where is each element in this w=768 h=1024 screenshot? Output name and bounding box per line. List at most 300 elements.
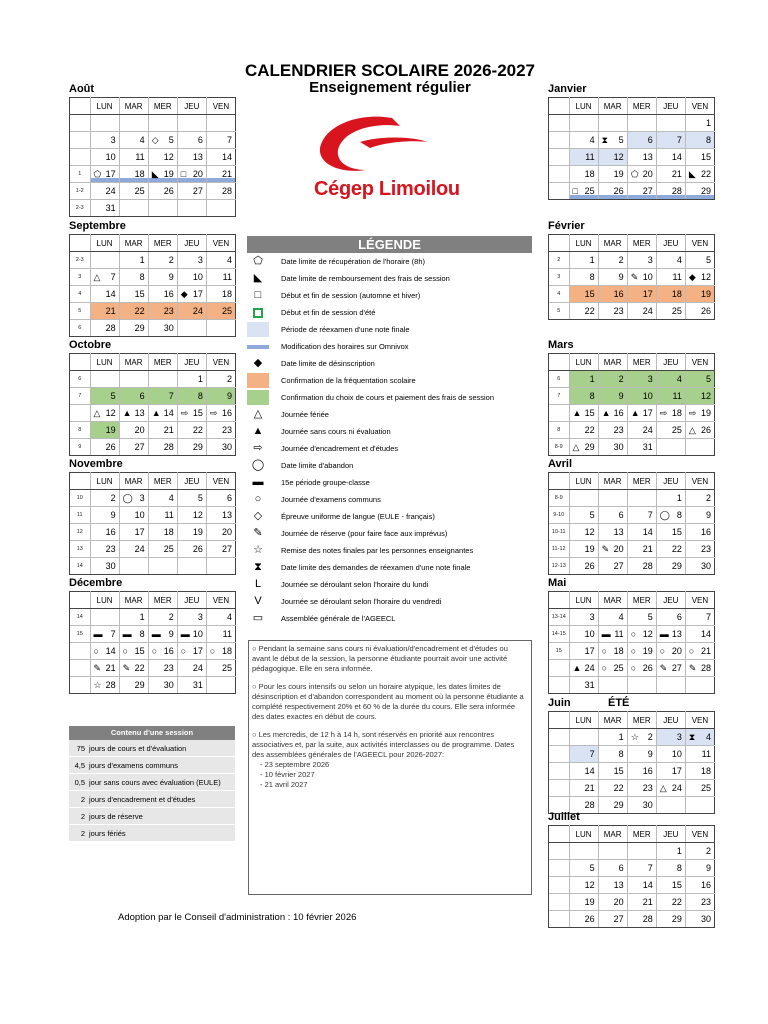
day-number: 3 [110, 135, 116, 145]
week-row [70, 439, 236, 456]
day-number: 8 [197, 391, 203, 401]
calendar-mars [548, 353, 714, 456]
month-title-septembre: Septembre [69, 220, 126, 232]
day-cell [627, 860, 656, 877]
calendar-decembre [69, 591, 235, 694]
week-row [70, 320, 236, 337]
week-number: 14-15 [549, 626, 569, 643]
day-cell [206, 524, 235, 541]
day-cell [685, 303, 714, 320]
week-row [549, 877, 715, 894]
day-cell [569, 729, 598, 746]
assembly-date-1: - 23 septembre 2026 [260, 760, 330, 769]
day-number: 18 [221, 289, 232, 299]
day-number: 2 [618, 374, 624, 384]
legend-label: Journée se déroulant selon l'horaire du vendredi [281, 597, 442, 606]
week-row [70, 183, 236, 200]
day-cell [598, 660, 627, 677]
day-number: 6 [618, 863, 624, 873]
day-cell [627, 115, 656, 132]
session-item [69, 791, 235, 808]
day-cell [90, 252, 119, 269]
weekday-header: VEN [206, 592, 235, 609]
diamond-outline-icon: ◇ [253, 510, 263, 522]
week-row [549, 558, 715, 575]
day-cell [685, 422, 714, 439]
day-number: 25 [584, 186, 595, 196]
day-number: 31 [642, 442, 653, 452]
day-cell [569, 507, 598, 524]
month-title-janvier: Janvier [548, 83, 587, 95]
day-cell [598, 439, 627, 456]
day-cell [119, 660, 148, 677]
day-cell [206, 149, 235, 166]
event-marker-icon: ○ [688, 646, 695, 656]
day-cell [148, 439, 177, 456]
weekday-header: JEU [177, 235, 206, 252]
day-cell [627, 843, 656, 860]
legend-item [247, 576, 532, 593]
day-number: 19 [700, 408, 711, 418]
day-cell [627, 660, 656, 677]
week-row [70, 677, 236, 694]
week-row [549, 729, 715, 746]
weekday-header: MAR [119, 473, 148, 490]
event-marker-icon: ▲ [572, 408, 582, 418]
day-cell [627, 303, 656, 320]
day-number: 28 [221, 186, 232, 196]
day-number: 5 [705, 255, 711, 265]
legend-label: 15e période groupe-classe [281, 478, 370, 487]
day-number: 5 [197, 493, 203, 503]
day-number: 22 [584, 306, 595, 316]
week-number: 6 [70, 320, 90, 337]
weekday-header: JEU [177, 473, 206, 490]
day-number: 6 [647, 135, 653, 145]
day-cell [685, 677, 714, 694]
weekday-header: LUN [90, 235, 119, 252]
day-number: 10 [192, 272, 203, 282]
week-number: 15 [549, 643, 569, 660]
weekday-header: MAR [598, 354, 627, 371]
legend-item [247, 559, 532, 576]
weekday-header: LUN [569, 712, 598, 729]
day-cell [119, 439, 148, 456]
week-header [549, 235, 569, 252]
day-cell [656, 439, 685, 456]
calendar-fevrier [548, 234, 714, 320]
day-cell [177, 320, 206, 337]
day-cell [206, 507, 235, 524]
day-cell [569, 609, 598, 626]
day-number: 20 [642, 169, 653, 179]
day-number: 16 [642, 766, 653, 776]
day-number: 17 [105, 169, 116, 179]
legend-item [247, 440, 532, 457]
day-cell [656, 286, 685, 303]
weekday-header: MAR [598, 592, 627, 609]
star-icon: ☆ [253, 544, 263, 556]
day-cell [656, 911, 685, 928]
week-row [70, 541, 236, 558]
day-cell [569, 183, 598, 200]
day-number: 27 [642, 186, 653, 196]
weekday-header: LUN [90, 473, 119, 490]
day-cell [656, 763, 685, 780]
week-number: 2 [549, 252, 569, 269]
day-cell [206, 643, 235, 660]
day-cell [627, 677, 656, 694]
vendredi-icon: V [254, 595, 262, 607]
day-cell [627, 388, 656, 405]
session-label: jour sans cours avec évaluation (EULE) [89, 777, 221, 787]
event-marker-icon: ▲ [630, 408, 640, 418]
notes-box [248, 640, 532, 895]
week-row [549, 269, 715, 286]
day-number: 23 [163, 306, 174, 316]
day-cell [569, 877, 598, 894]
session-content [69, 726, 235, 842]
day-number: 22 [134, 306, 145, 316]
month-title-decembre: Décembre [69, 577, 123, 589]
event-marker-icon: ✎ [630, 272, 639, 282]
event-marker-icon: ⧗ [688, 732, 696, 742]
week-number: 9-10 [549, 507, 569, 524]
weekday-header: LUN [90, 354, 119, 371]
day-cell [119, 490, 148, 507]
weekday-header: MER [627, 235, 656, 252]
week-number [549, 763, 569, 780]
day-cell [206, 541, 235, 558]
day-number: 2 [168, 255, 174, 265]
day-number: 25 [671, 425, 682, 435]
day-cell [656, 371, 685, 388]
day-cell [569, 132, 598, 149]
day-number: 28 [642, 914, 653, 924]
day-cell [206, 303, 235, 320]
week-row [70, 422, 236, 439]
day-cell [627, 558, 656, 575]
day-number: 7 [110, 272, 116, 282]
week-number: 13-14 [549, 609, 569, 626]
day-cell [685, 371, 714, 388]
day-cell [148, 677, 177, 694]
day-number: 12 [700, 391, 711, 401]
day-number: 4 [676, 374, 682, 384]
day-number: 11 [614, 629, 624, 639]
day-number: 14 [163, 408, 174, 418]
day-cell [569, 677, 598, 694]
calendar-janvier [548, 97, 714, 200]
day-number: 21 [163, 425, 174, 435]
day-number: 7 [705, 612, 711, 622]
event-marker-icon: ▬ [151, 629, 161, 639]
day-cell [685, 388, 714, 405]
calendar-avril [548, 472, 714, 575]
day-cell [177, 183, 206, 200]
event-marker-icon: ⬠ [93, 169, 102, 179]
day-number: 12 [105, 408, 116, 418]
session-label: jours de réserve [89, 811, 143, 821]
week-row [70, 132, 236, 149]
day-cell [119, 132, 148, 149]
weekday-header: LUN [569, 354, 598, 371]
season-label: ÉTÉ [608, 697, 630, 709]
day-cell [598, 524, 627, 541]
day-cell [627, 490, 656, 507]
event-marker-icon: ▬ [122, 629, 132, 639]
day-number: 25 [134, 186, 145, 196]
week-row [549, 132, 715, 149]
day-number: 7 [589, 749, 595, 759]
day-number: 17 [584, 646, 595, 656]
calendar-novembre [69, 472, 235, 575]
week-row [70, 609, 236, 626]
week-number [549, 405, 569, 422]
day-number: 4 [589, 135, 595, 145]
day-cell [656, 490, 685, 507]
day-cell [627, 746, 656, 763]
session-count: 75 [76, 743, 85, 753]
day-cell [90, 626, 119, 643]
week-row [549, 490, 715, 507]
day-number: 29 [613, 800, 624, 810]
event-marker-icon: ▬ [180, 629, 190, 639]
day-number: 29 [134, 680, 145, 690]
session-item [69, 740, 235, 757]
day-cell [656, 729, 685, 746]
event-marker-icon: ○ [93, 646, 99, 656]
month-title-avril: Avril [548, 458, 573, 470]
weekday-header: MER [627, 592, 656, 609]
week-row [549, 149, 715, 166]
day-cell [90, 405, 119, 422]
day-number: 20 [192, 169, 203, 179]
day-number: 8 [676, 863, 682, 873]
day-cell [148, 269, 177, 286]
weekday-header: LUN [569, 235, 598, 252]
month-title-mars: Mars [548, 339, 574, 351]
day-cell [627, 286, 656, 303]
day-number: 28 [105, 323, 116, 333]
day-number: 15 [192, 408, 203, 418]
day-cell [569, 541, 598, 558]
calendar-mai [548, 591, 714, 694]
day-cell [627, 252, 656, 269]
legend-item [247, 508, 532, 525]
day-cell [627, 422, 656, 439]
day-number: 9 [168, 629, 174, 639]
legend-item [247, 270, 532, 287]
day-cell [90, 371, 119, 388]
day-cell [206, 269, 235, 286]
day-cell [569, 643, 598, 660]
legend-item [247, 389, 532, 406]
day-cell [685, 729, 714, 746]
day-cell [206, 405, 235, 422]
day-cell [90, 524, 119, 541]
weekday-header: MER [627, 354, 656, 371]
week-number [549, 660, 569, 677]
event-marker-icon: ○ [659, 646, 666, 656]
day-number: 26 [613, 186, 624, 196]
day-cell [569, 115, 598, 132]
legend-item [247, 610, 532, 627]
week-row [70, 371, 236, 388]
day-number: 26 [192, 544, 203, 554]
day-number: 24 [584, 663, 595, 673]
day-cell [656, 797, 685, 814]
day-number: 26 [700, 306, 711, 316]
day-cell [627, 149, 656, 166]
week-number [549, 780, 569, 797]
day-cell [569, 388, 598, 405]
day-number: 18 [671, 408, 682, 418]
day-cell [685, 860, 714, 877]
day-number: 2 [168, 612, 174, 622]
day-cell [177, 371, 206, 388]
week-number [549, 843, 569, 860]
day-cell [177, 149, 206, 166]
day-number: 27 [671, 663, 682, 673]
day-cell [119, 286, 148, 303]
event-marker-icon: ◆ [180, 289, 188, 299]
day-number: 26 [163, 186, 174, 196]
week-number: 6 [70, 371, 90, 388]
day-number: 21 [642, 897, 653, 907]
legend-label: Journée sans cours ni évaluation [281, 427, 391, 436]
event-marker-icon: △ [572, 442, 580, 452]
day-number: 30 [642, 800, 653, 810]
event-marker-icon: ✎ [659, 663, 668, 673]
day-cell [598, 643, 627, 660]
day-number: 29 [671, 914, 682, 924]
day-cell [569, 894, 598, 911]
day-cell [598, 609, 627, 626]
event-marker-icon: ◯ [122, 493, 133, 503]
legend-item [247, 525, 532, 542]
day-cell [148, 132, 177, 149]
day-cell [148, 524, 177, 541]
day-cell [685, 660, 714, 677]
day-number: 18 [700, 766, 711, 776]
week-number: 5 [549, 303, 569, 320]
square-icon: □ [254, 289, 262, 301]
day-number: 3 [647, 374, 653, 384]
day-number: 5 [110, 391, 116, 401]
logo-swoosh-icon [300, 112, 480, 182]
day-cell [598, 797, 627, 814]
day-number: 19 [105, 425, 116, 435]
day-cell [685, 780, 714, 797]
week-row [70, 490, 236, 507]
week-row [549, 894, 715, 911]
week-row [549, 763, 715, 780]
day-number: 4 [226, 612, 232, 622]
day-cell [569, 166, 598, 183]
legend-item [247, 338, 532, 355]
weekday-header: VEN [206, 354, 235, 371]
day-number: 6 [676, 612, 682, 622]
legend-label: Date limite des demandes de réexamen d'une note finale [281, 563, 471, 572]
day-number: 30 [163, 323, 174, 333]
day-cell [119, 200, 148, 217]
calendar-octobre [69, 353, 235, 456]
day-cell [627, 609, 656, 626]
day-cell [148, 252, 177, 269]
legend-item [247, 304, 532, 321]
day-number: 6 [226, 493, 232, 503]
week-header [549, 473, 569, 490]
day-number: 7 [647, 510, 653, 520]
week-row [70, 115, 236, 132]
day-number: 11 [164, 510, 174, 520]
day-cell [598, 729, 627, 746]
day-cell [598, 860, 627, 877]
week-row [70, 200, 236, 217]
day-number: 12 [613, 152, 624, 162]
legend [247, 236, 532, 622]
calendar-aout [69, 97, 235, 217]
day-number: 5 [168, 135, 174, 145]
day-cell [177, 660, 206, 677]
session-item [69, 774, 235, 791]
day-number: 16 [105, 527, 116, 537]
footer-adoption: Adoption par le Conseil d'administration : 10 février 2026 [118, 912, 357, 923]
weekday-header: VEN [685, 98, 714, 115]
legend-item [247, 423, 532, 440]
day-number: 30 [221, 442, 232, 452]
week-header [70, 592, 90, 609]
day-cell [656, 115, 685, 132]
week-row [549, 286, 715, 303]
weekday-header: LUN [569, 592, 598, 609]
day-cell [177, 643, 206, 660]
event-marker-icon: □ [572, 186, 578, 196]
day-cell [598, 422, 627, 439]
day-number: 28 [700, 663, 711, 673]
legend-label: Journée se déroulant selon l'horaire du lundi [281, 580, 429, 589]
day-number: 2 [705, 846, 711, 856]
week-number: 15 [70, 626, 90, 643]
triangle-outline-icon: △ [253, 408, 263, 420]
day-number: 11 [222, 629, 232, 639]
day-cell [656, 183, 685, 200]
day-number: 16 [700, 880, 711, 890]
event-marker-icon: △ [688, 425, 696, 435]
weekday-header: VEN [206, 235, 235, 252]
week-row [549, 405, 715, 422]
week-number: 13 [70, 541, 90, 558]
day-number: 5 [589, 863, 595, 873]
event-marker-icon: ○ [601, 646, 608, 656]
day-cell [206, 371, 235, 388]
day-number: 12 [584, 527, 595, 537]
day-cell [656, 780, 685, 797]
page-title: CALENDRIER SCOLAIRE 2026-2027 [244, 61, 536, 80]
day-number: 23 [613, 306, 624, 316]
day-cell [627, 132, 656, 149]
day-cell [685, 877, 714, 894]
day-cell [119, 320, 148, 337]
day-cell [177, 166, 206, 183]
day-cell [206, 558, 235, 575]
day-number: 14 [584, 766, 595, 776]
day-number: 14 [642, 880, 653, 890]
week-row [70, 507, 236, 524]
day-cell [598, 894, 627, 911]
day-number: 28 [671, 186, 682, 196]
